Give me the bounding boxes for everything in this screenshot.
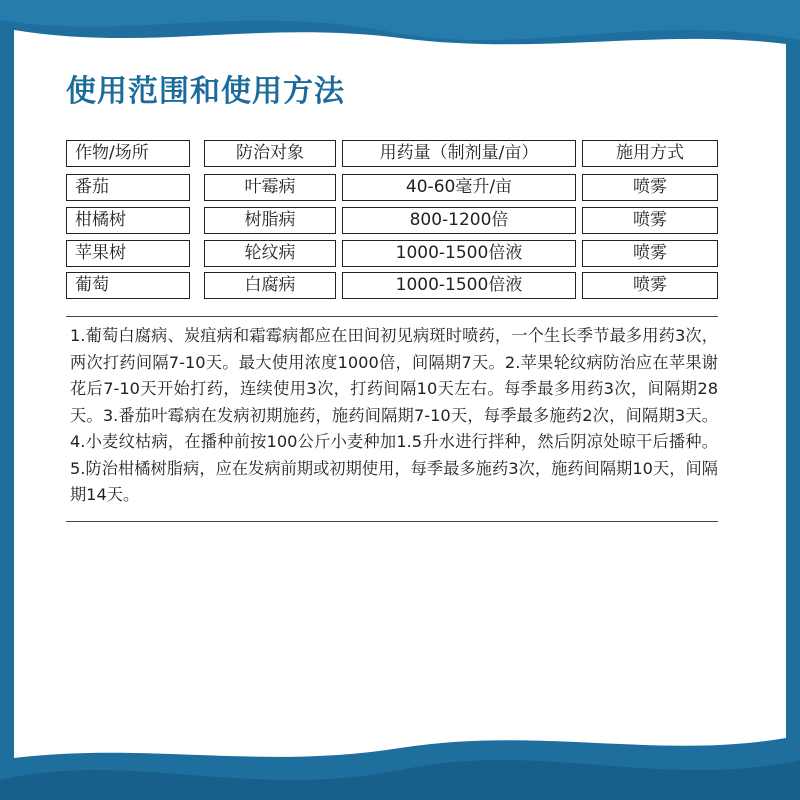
cell-dosage: 800-1200倍 [342,207,576,234]
cell-target: 白腐病 [204,272,336,299]
cell-crop: 番茄 [66,174,190,201]
cell-method: 喷雾 [582,272,718,299]
cell-target: 叶霉病 [204,174,336,201]
header-dosage: 用药量（制剂量/亩） [342,140,576,167]
header-crop: 作物/场所 [66,140,190,167]
cell-crop: 葡萄 [66,272,190,299]
cell-dosage: 40-60毫升/亩 [342,174,576,201]
cell-method: 喷雾 [582,207,718,234]
cell-crop: 柑橘树 [66,207,190,234]
cell-dosage: 1000-1500倍液 [342,272,576,299]
cell-crop: 苹果树 [66,240,190,267]
page-title: 使用范围和使用方法 [66,74,345,109]
cell-method: 喷雾 [582,174,718,201]
header-method: 施用方式 [582,140,718,167]
usage-notes: 1.葡萄白腐病、炭疽病和霜霉病都应在田间初见病斑时喷药，一个生长季节最多用药3次，两次打药间隔7-10天。最大使用浓度1000倍，间隔期7天。2.苹果轮纹病防治应在苹果谢花后7-10天开始打药，连续使用3次，打药间隔10天左右。每季最多用药3次，间隔期28天。3.番茄叶霉病在发病初期施药，施药间隔期7-10天，每季最多施药2次，间隔期3天。4.小麦纹枯病，在播种前按100公斤小麦种加1.5升水进行拌种，然后阴凉处晾干后播种。5.防治柑橘树脂病，应在发病前期或初期使用，每季最多施药3次，施药间隔期10天，间隔期14天。 [66,316,718,522]
header-target: 防治对象 [204,140,336,167]
cell-dosage: 1000-1500倍液 [342,240,576,267]
cell-method: 喷雾 [582,240,718,267]
cell-target: 树脂病 [204,207,336,234]
cell-target: 轮纹病 [204,240,336,267]
